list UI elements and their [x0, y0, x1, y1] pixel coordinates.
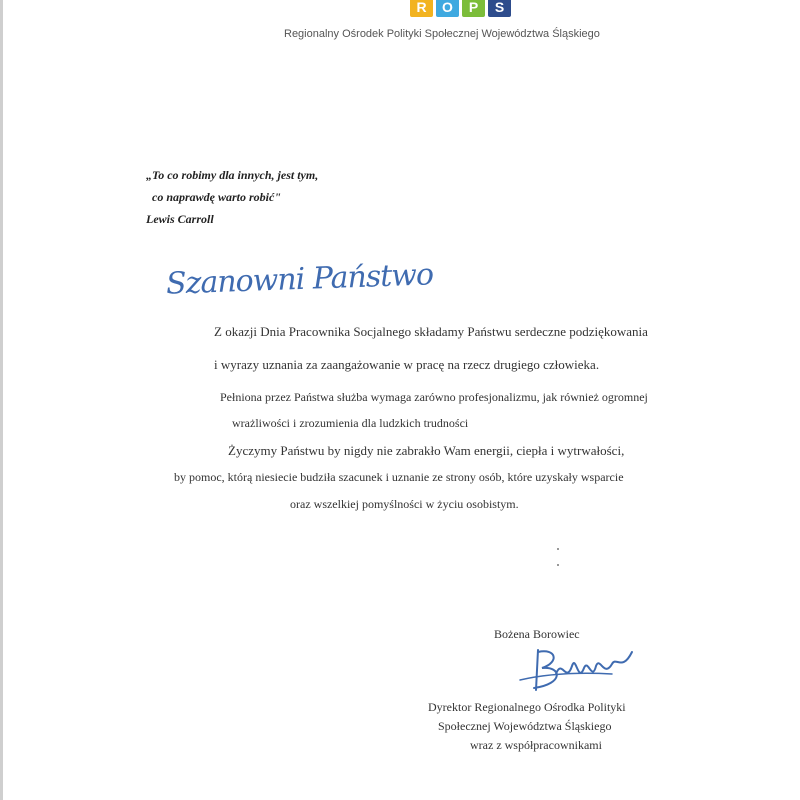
epigraph-quote	[146, 164, 318, 230]
body-line-5: Życzymy Państwu by nigdy nie zabrakło Wam energii, ciepła i wytrwałości,	[228, 443, 625, 458]
page-edge	[0, 0, 3, 800]
body-line-4: wrażliwości i zrozumienia dla ludzkich trudności	[232, 416, 469, 430]
logo-letter-o: O	[436, 0, 459, 17]
signatory-title-line-2: Społecznej Województwa Śląskiego	[438, 719, 612, 733]
logo-letter-r: R	[410, 0, 433, 17]
body-line-6: by pomoc, którą niesiecie budziła szacunek i uznanie ze strony osób, które uzyskały wsparcie	[174, 470, 624, 484]
handwritten-signature	[516, 644, 656, 700]
body-line-3: Pełniona przez Państwa służba wymaga zarówno profesjonalizmu, jak również ogromnej	[220, 390, 648, 404]
body-line-1: Z okazji Dnia Pracownika Socjalnego składamy Państwu serdeczne podziękowania	[214, 324, 648, 339]
speck	[557, 564, 559, 566]
body-line-7: oraz wszelkiej pomyślności w życiu osobistym.	[290, 497, 519, 511]
body-line-2: i wyrazy uznania za zaangażowanie w pracę na rzecz drugiego człowieka.	[214, 357, 600, 372]
quote-line-2: co naprawdę warto robić"	[152, 190, 281, 204]
quote-author: Lewis Carroll	[146, 212, 214, 226]
signatory-name: Bożena Borowiec	[494, 627, 580, 641]
signatory-title-line-1: Dyrektor Regionalnego Ośrodka Polityki	[428, 700, 626, 714]
organization-name: Regionalny Ośrodek Polityki Społecznej Województwa Śląskiego	[284, 28, 600, 40]
quote-line-1: „To co robimy dla innych, jest tym,	[146, 168, 319, 182]
rops-logo	[410, 0, 511, 17]
signatory-title-line-3: wraz z współpracownikami	[470, 738, 602, 752]
logo-letter-p: P	[462, 0, 485, 17]
logo-letter-s: S	[488, 0, 511, 17]
speck	[557, 548, 559, 550]
handwritten-greeting: Szanowni Państwo	[165, 257, 434, 302]
